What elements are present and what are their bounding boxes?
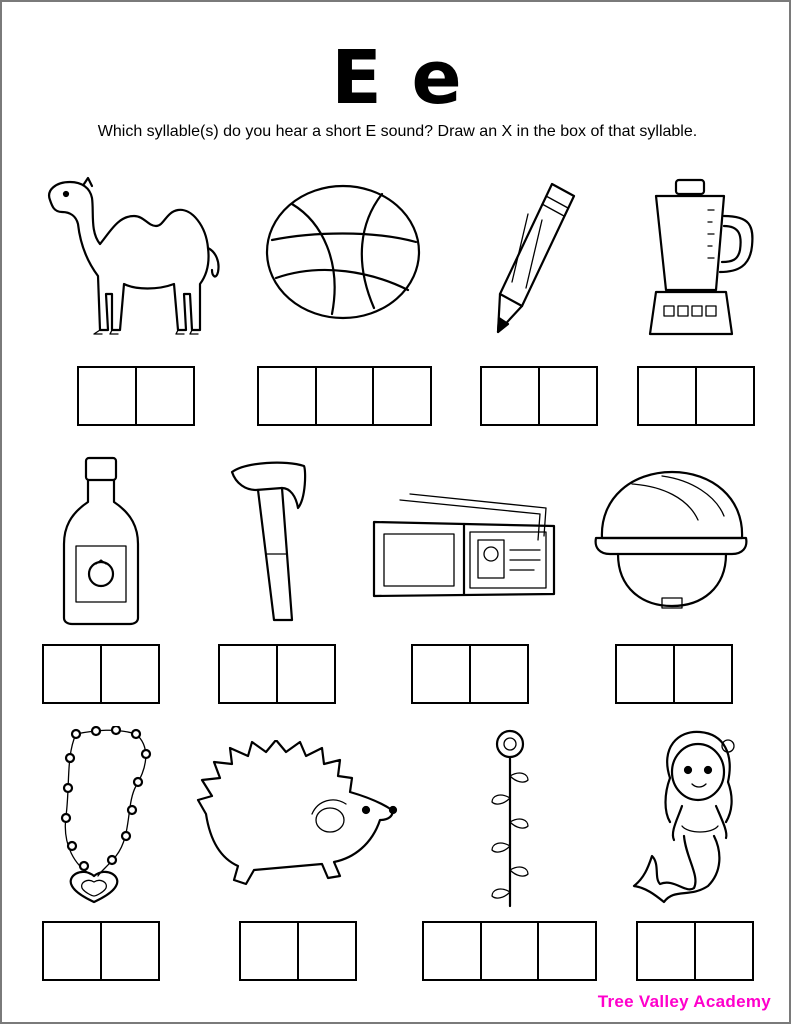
syllable-boxes-mermaid: [636, 921, 754, 981]
page-title: E e: [331, 35, 464, 121]
syllable-box[interactable]: [135, 366, 195, 426]
hammer-picture: [226, 458, 310, 624]
syllable-box[interactable]: [636, 921, 696, 981]
syllable-boxes-necklace: [42, 921, 160, 981]
syllable-box[interactable]: [100, 644, 160, 704]
syllable-box[interactable]: [637, 366, 697, 426]
ketchup-picture: [58, 454, 144, 626]
helmet-picture: [592, 468, 750, 618]
syllable-box[interactable]: [42, 644, 102, 704]
syllable-box[interactable]: [218, 644, 278, 704]
syllable-box[interactable]: [297, 921, 357, 981]
necklace-picture: [46, 726, 158, 906]
syllable-boxes-hedgehog: [239, 921, 357, 981]
syllable-boxes-basketball: [257, 366, 432, 426]
syllable-box[interactable]: [372, 366, 432, 426]
syllable-box[interactable]: [673, 644, 733, 704]
syllable-box[interactable]: [100, 921, 160, 981]
syllable-boxes-sunflower: [422, 921, 597, 981]
syllable-boxes-blender: [637, 366, 755, 426]
footer-brand: Tree Valley Academy: [597, 992, 771, 1011]
syllable-boxes-helmet: [615, 644, 733, 704]
syllable-box[interactable]: [695, 366, 755, 426]
sunflower-picture: [488, 728, 534, 912]
pencil-picture: [492, 178, 580, 338]
wallet-picture: [370, 488, 558, 600]
syllable-box[interactable]: [615, 644, 675, 704]
syllable-boxes-camel: [77, 366, 195, 426]
syllable-box[interactable]: [422, 921, 482, 981]
basketball-picture: [262, 182, 424, 322]
syllable-box[interactable]: [315, 366, 375, 426]
syllable-box[interactable]: [538, 366, 598, 426]
syllable-boxes-pencil: [480, 366, 598, 426]
camel-picture: [40, 172, 222, 342]
syllable-box[interactable]: [257, 366, 317, 426]
mermaid-picture: [630, 728, 758, 906]
syllable-box[interactable]: [276, 644, 336, 704]
syllable-box[interactable]: [480, 366, 540, 426]
syllable-box[interactable]: [537, 921, 597, 981]
instructions-text: Which syllable(s) do you hear a short E sound? Draw an X in the box of that syllable.: [97, 123, 698, 140]
syllable-box[interactable]: [694, 921, 754, 981]
syllable-boxes-ketchup: [42, 644, 160, 704]
syllable-boxes-wallet: [411, 644, 529, 704]
syllable-box[interactable]: [480, 921, 540, 981]
syllable-boxes-hammer: [218, 644, 336, 704]
blender-picture: [642, 176, 754, 342]
syllable-box[interactable]: [239, 921, 299, 981]
syllable-box[interactable]: [77, 366, 137, 426]
hedgehog-picture: [194, 740, 398, 898]
syllable-box[interactable]: [411, 644, 471, 704]
syllable-box[interactable]: [469, 644, 529, 704]
syllable-box[interactable]: [42, 921, 102, 981]
